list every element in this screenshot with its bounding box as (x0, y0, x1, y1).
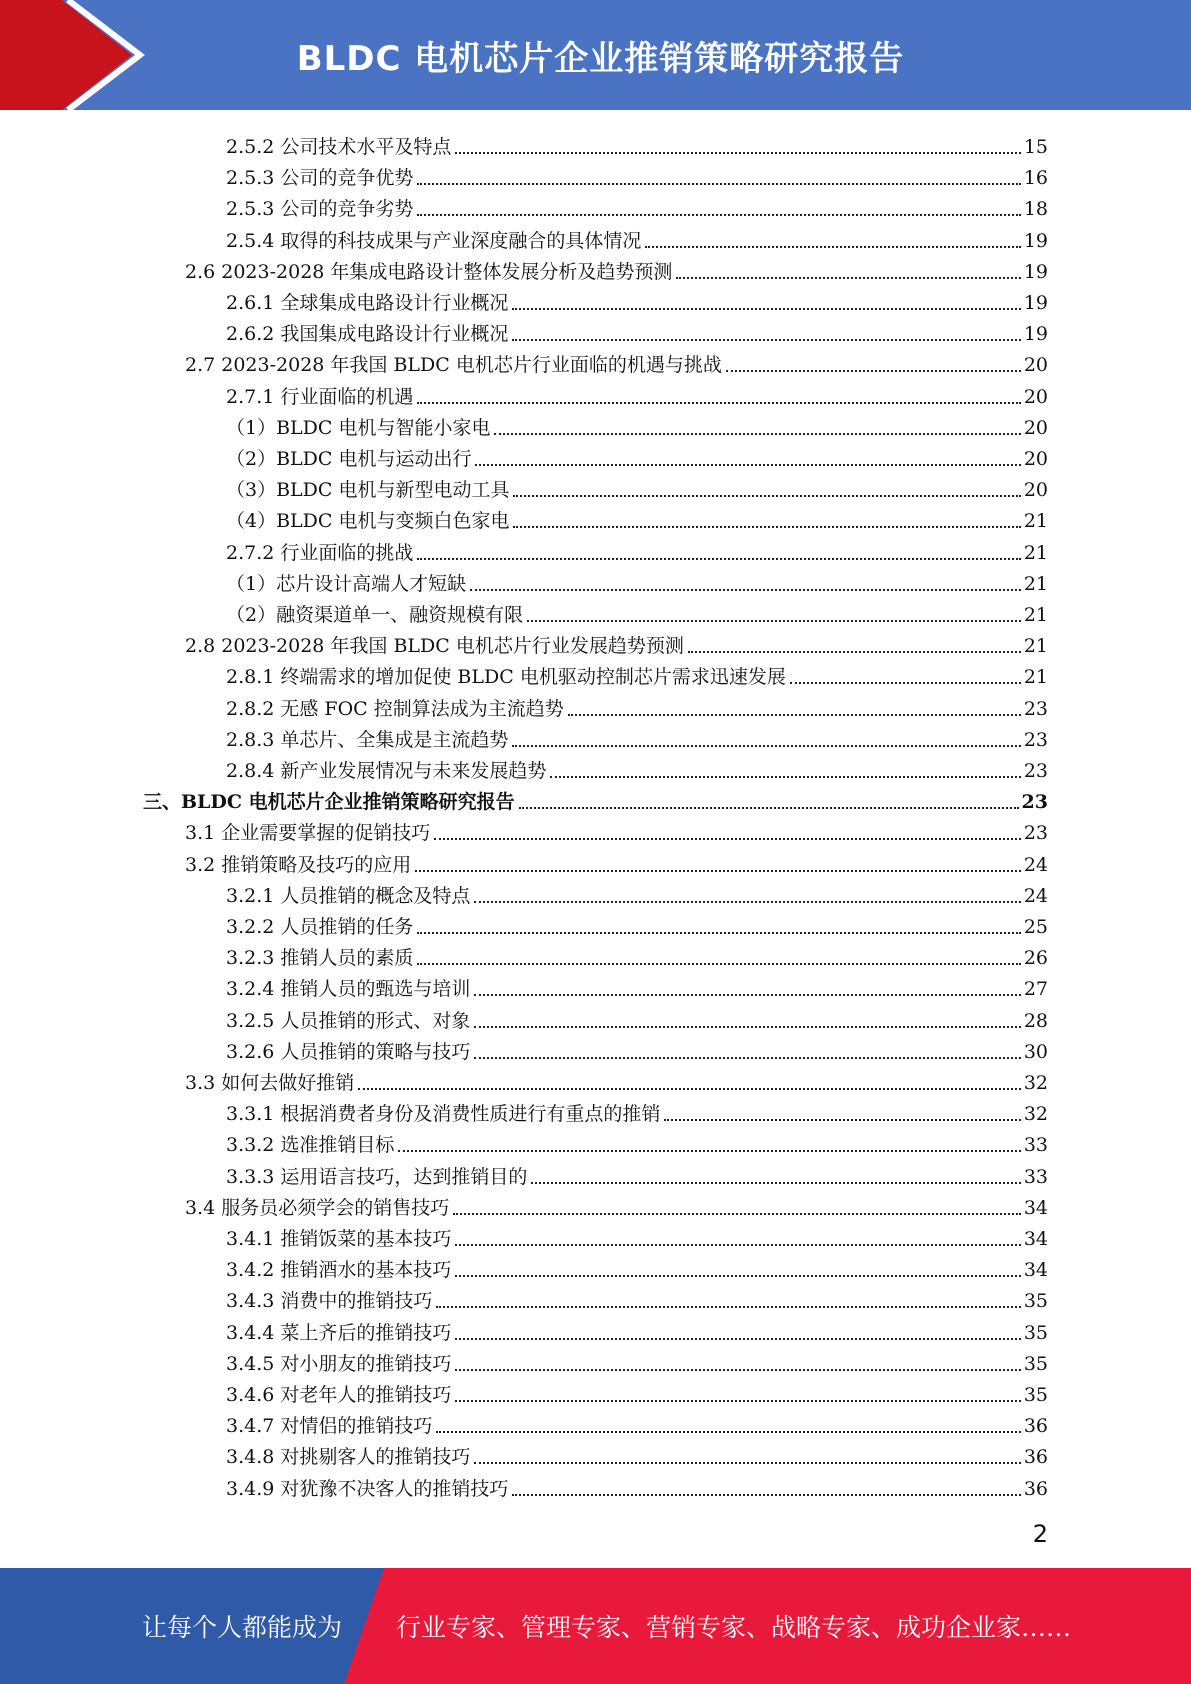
toc-entry-page: 19 (1023, 229, 1048, 252)
toc-leader-dots (417, 932, 1020, 934)
toc-entry[interactable] (226, 1407, 1048, 1438)
toc-leader-dots (455, 1369, 1020, 1371)
toc-leader-dots (455, 1244, 1020, 1246)
toc-entry-label: 2.5.2 公司技术水平及特点 (226, 136, 452, 158)
toc-leader-dots (531, 1182, 1020, 1184)
toc-entry[interactable] (226, 565, 1048, 596)
toc-entry-label: 3.2.2 人员推销的任务 (226, 916, 414, 938)
toc-entry[interactable] (226, 1158, 1048, 1189)
toc-leader-dots (512, 339, 1020, 341)
toc-entry-page: 23 (1023, 760, 1048, 782)
toc-leader-dots (474, 1026, 1020, 1028)
toc-entry-page: 21 (1023, 666, 1048, 689)
toc-entry[interactable] (226, 939, 1048, 970)
toc-entry[interactable] (226, 1002, 1048, 1033)
toc-entry-page: 35 (1023, 1352, 1048, 1375)
toc-entry-page: 35 (1023, 1290, 1048, 1313)
toc-entry[interactable] (226, 222, 1048, 253)
toc-entry[interactable] (226, 190, 1048, 221)
toc-entry-page: 15 (1023, 136, 1048, 158)
toc-entry-page: 23 (1023, 697, 1048, 720)
toc-entry-label: 3.4 服务员必须学会的销售技巧 (185, 1196, 450, 1219)
toc-entry[interactable] (226, 690, 1048, 721)
toc-leader-dots (417, 963, 1020, 965)
toc-leader-dots (474, 901, 1020, 903)
toc-leader-dots (474, 994, 1020, 996)
toc-leader-dots (455, 152, 1020, 154)
toc-leader-dots (474, 1462, 1020, 1464)
toc-entry-label: （4）BLDC 电机与变频白色家电 (226, 510, 510, 533)
toc-entry-page: 34 (1023, 1196, 1048, 1219)
toc-entry-label: 2.6 2023-2028 年集成电路设计整体发展分析及趋势预测 (185, 260, 673, 283)
toc-leader-dots (455, 1338, 1020, 1340)
toc-entry-label: 3.2.5 人员推销的形式、对象 (226, 1009, 471, 1032)
toc-entry[interactable] (226, 1251, 1048, 1282)
toc-entry[interactable] (226, 534, 1048, 565)
toc-entry-page: 24 (1023, 884, 1048, 907)
toc-entry-label: 3.4.5 对小朋友的推销技巧 (226, 1352, 452, 1375)
toc-entry[interactable] (185, 814, 1048, 845)
toc-entry-page: 21 (1023, 635, 1048, 658)
toc-entry-label: （2）融资渠道单一、融资规模有限 (226, 604, 524, 626)
toc-entry[interactable] (226, 409, 1048, 440)
toc-entry-page: 20 (1023, 385, 1048, 408)
toc-entry[interactable] (226, 284, 1048, 315)
toc-entry-page: 21 (1023, 541, 1048, 564)
toc-entry[interactable] (226, 1345, 1048, 1376)
header-title: BLDC 电机芯片企业推销策略研究报告 (296, 38, 905, 79)
toc-entry-label: （1）芯片设计高端人才短缺 (226, 572, 467, 595)
toc-entry-label: 2.8.1 终端需求的增加促使 BLDC 电机驱动控制芯片需求迅速发展 (226, 666, 786, 689)
toc-entry-page: 36 (1023, 1446, 1048, 1469)
toc-leader-dots (513, 526, 1020, 528)
page-header (0, 0, 1191, 110)
toc-entry[interactable] (226, 378, 1048, 409)
toc-leader-dots (568, 714, 1021, 716)
toc-entry-label: 2.5.3 公司的竞争劣势 (226, 198, 414, 221)
toc-leader-dots (664, 1119, 1020, 1121)
toc-entry[interactable] (185, 846, 1048, 877)
toc-entry-page: 25 (1023, 916, 1048, 938)
toc-entry-label: 3.2.3 推销人员的素质 (226, 947, 414, 970)
toc-entry-label: 3.4.6 对老年人的推销技巧 (226, 1384, 452, 1406)
toc-entry[interactable] (226, 1220, 1048, 1251)
toc-entry-label: 3.4.1 推销饭菜的基本技巧 (226, 1228, 452, 1250)
toc-entry-label: 3.2.6 人员推销的策略与技巧 (226, 1040, 471, 1063)
toc-entry-label: （3）BLDC 电机与新型电动工具 (226, 479, 510, 502)
page-footer (0, 1568, 1191, 1684)
toc-entry[interactable] (226, 1376, 1048, 1407)
toc-entry-page: 36 (1023, 1415, 1048, 1438)
toc-leader-dots (470, 589, 1021, 591)
toc-leader-dots (512, 308, 1020, 310)
toc-entry-label: 3.3.3 运用语言技巧，达到推销目的 (226, 1165, 528, 1188)
toc-entry-label: 3.3 如何去做好推销 (185, 1072, 355, 1094)
toc-entry-label: 3.2.1 人员推销的概念及特点 (226, 884, 471, 907)
toc-entry-page: 24 (1023, 853, 1048, 876)
toc-entry[interactable] (226, 502, 1048, 533)
toc-entry-page: 20 (1023, 354, 1048, 377)
toc-entry-label: 2.7 2023-2028 年我国 BLDC 电机芯片行业面临的机遇与挑战 (185, 354, 722, 377)
footer-slogan-left: 让每个人都能成为 (142, 1613, 343, 1642)
toc-entry-label: 2.8.3 单芯片、全集成是主流趋势 (226, 728, 509, 751)
toc-entry-page: 21 (1023, 572, 1048, 595)
toc-leader-dots (417, 558, 1020, 560)
toc-entry-page: 28 (1023, 1009, 1048, 1032)
toc-entry-label: 2.5.3 公司的竞争优势 (226, 167, 414, 190)
toc-leader-dots (676, 277, 1020, 279)
toc-entry-page: 30 (1023, 1040, 1048, 1063)
toc-entry-label: 3.4.4 菜上齐后的推销技巧 (226, 1321, 452, 1344)
toc-entry[interactable] (226, 721, 1048, 752)
toc-entry[interactable] (226, 1438, 1048, 1469)
toc-entry-page: 36 (1023, 1477, 1048, 1500)
toc-entry[interactable] (185, 346, 1048, 377)
toc-entry[interactable] (226, 1033, 1048, 1064)
toc-entry-page: 19 (1023, 292, 1048, 314)
toc-entry-page: 34 (1023, 1228, 1048, 1250)
toc-entry[interactable] (226, 128, 1048, 159)
toc-entry[interactable] (226, 315, 1048, 346)
toc-leader-dots (790, 682, 1021, 684)
toc-leader-dots (513, 495, 1020, 497)
toc-leader-dots (519, 807, 1019, 809)
toc-entry-label: 3.3.1 根据消费者身份及消费性质进行有重点的推销 (226, 1103, 661, 1126)
toc-entry-page: 34 (1023, 1259, 1048, 1282)
toc-entry-label: 2.7.2 行业面临的挑战 (226, 541, 414, 564)
toc-entry-label: 3.4.8 对挑剔客人的推销技巧 (226, 1446, 471, 1469)
toc-entry[interactable] (185, 1064, 1048, 1095)
toc-entry[interactable] (226, 1126, 1048, 1157)
toc-leader-dots (436, 1306, 1020, 1308)
toc-entry-label: 3.4.7 对情侣的推销技巧 (226, 1415, 433, 1438)
toc-entry[interactable] (226, 440, 1048, 471)
toc-entry[interactable] (226, 877, 1048, 908)
toc-entry-page: 18 (1023, 198, 1048, 221)
toc-entry-label: 三、BLDC 电机芯片企业推销策略研究报告 (143, 791, 515, 814)
toc-leader-dots (494, 433, 1020, 435)
toc-leader-dots (726, 370, 1021, 372)
toc-entry-page: 26 (1023, 947, 1048, 970)
toc-entry[interactable] (226, 159, 1048, 190)
footer-slogan-right: 行业专家、管理专家、营销专家、战略专家、成功企业家…… (396, 1613, 1072, 1642)
toc-entry[interactable] (226, 1095, 1048, 1126)
toc-entry-label: 2.6.1 全球集成电路设计行业概况 (226, 292, 509, 314)
toc-entry[interactable] (226, 1314, 1048, 1345)
toc-entry-label: 2.8 2023-2028 年我国 BLDC 电机芯片行业发展趋势预测 (185, 635, 684, 658)
toc-entry[interactable] (226, 1470, 1048, 1501)
toc-leader-dots (436, 1431, 1020, 1433)
toc-entry-page: 27 (1023, 978, 1048, 1001)
toc-entry-page: 19 (1023, 323, 1048, 346)
toc-entry-label: 2.8.2 无感 FOC 控制算法成为主流趋势 (226, 697, 564, 720)
toc-entry[interactable] (226, 596, 1048, 627)
toc-leader-dots (512, 745, 1020, 747)
toc-entry[interactable] (226, 471, 1048, 502)
toc-entry-label: 3.2 推销策略及技巧的应用 (185, 853, 412, 876)
toc-entry-page: 20 (1023, 448, 1048, 470)
toc-entry-page: 20 (1023, 479, 1048, 502)
toc-leader-dots (645, 246, 1020, 248)
toc-leader-dots (512, 1494, 1020, 1496)
toc-entry-page: 33 (1023, 1134, 1048, 1157)
toc-entry-page: 20 (1023, 416, 1048, 439)
toc-entry-label: 3.4.9 对犹豫不决客人的推销技巧 (226, 1477, 509, 1500)
toc-entry-label: 2.8.4 新产业发展情况与未来发展趋势 (226, 760, 547, 782)
toc-entry-label: （1）BLDC 电机与智能小家电 (226, 416, 491, 439)
toc-entry-page: 23 (1023, 822, 1048, 845)
toc-entry[interactable] (185, 253, 1048, 284)
toc-entry[interactable] (226, 658, 1048, 689)
toc-entry-page: 16 (1023, 167, 1048, 190)
toc-entry[interactable] (226, 1282, 1048, 1313)
toc-entry-label: 3.2.4 推销人员的甄选与培训 (226, 978, 471, 1001)
toc-entry-label: 3.3.2 选准推销目标 (226, 1134, 395, 1157)
toc-entry-page: 21 (1023, 604, 1048, 626)
toc-entry-label: 3.1 企业需要掌握的促销技巧 (185, 822, 431, 845)
toc-entry-page: 21 (1023, 510, 1048, 533)
toc-entry-page: 32 (1023, 1103, 1048, 1126)
toc-leader-dots (415, 870, 1021, 872)
toc-leader-dots (550, 776, 1020, 778)
toc-entry-label: 3.4.3 消费中的推销技巧 (226, 1290, 433, 1313)
toc-leader-dots (475, 464, 1020, 466)
toc-entry-page: 23 (1023, 728, 1048, 751)
toc-entry[interactable] (226, 908, 1048, 939)
toc-leader-dots (398, 1150, 1020, 1152)
toc-leader-dots (455, 1275, 1020, 1277)
toc-entry-page: 32 (1023, 1072, 1048, 1094)
toc-entry-page: 35 (1023, 1321, 1048, 1344)
toc-entry-page: 33 (1023, 1165, 1048, 1188)
toc-entry-page: 23 (1021, 791, 1048, 814)
toc-entry-label: （2）BLDC 电机与运动出行 (226, 448, 472, 470)
page-number: 2 (1032, 1520, 1048, 1548)
toc-leader-dots (453, 1213, 1021, 1215)
toc-leader-dots (417, 183, 1020, 185)
toc-leader-dots (527, 620, 1021, 622)
toc-entry-label: 2.5.4 取得的科技成果与产业深度融合的具体情况 (226, 229, 642, 252)
toc-entry[interactable] (185, 627, 1048, 658)
toc-entry[interactable] (226, 970, 1048, 1001)
toc-leader-dots (434, 838, 1021, 840)
toc-entry-label: 2.6.2 我国集成电路设计行业概况 (226, 323, 509, 346)
toc-entry[interactable] (185, 1189, 1048, 1220)
toc-entry-page: 35 (1023, 1384, 1048, 1406)
toc-entry[interactable] (143, 783, 1048, 814)
toc-entry-label: 3.4.2 推销酒水的基本技巧 (226, 1259, 452, 1282)
toc-entry[interactable] (226, 752, 1048, 783)
toc-leader-dots (358, 1088, 1021, 1090)
toc-leader-dots (417, 402, 1020, 404)
toc-entry-label: 2.7.1 行业面临的机遇 (226, 385, 414, 408)
toc-leader-dots (474, 1057, 1020, 1059)
toc-entry-page: 19 (1023, 260, 1048, 283)
toc-leader-dots (417, 214, 1020, 216)
toc-leader-dots (455, 1400, 1020, 1402)
toc-leader-dots (688, 651, 1021, 653)
